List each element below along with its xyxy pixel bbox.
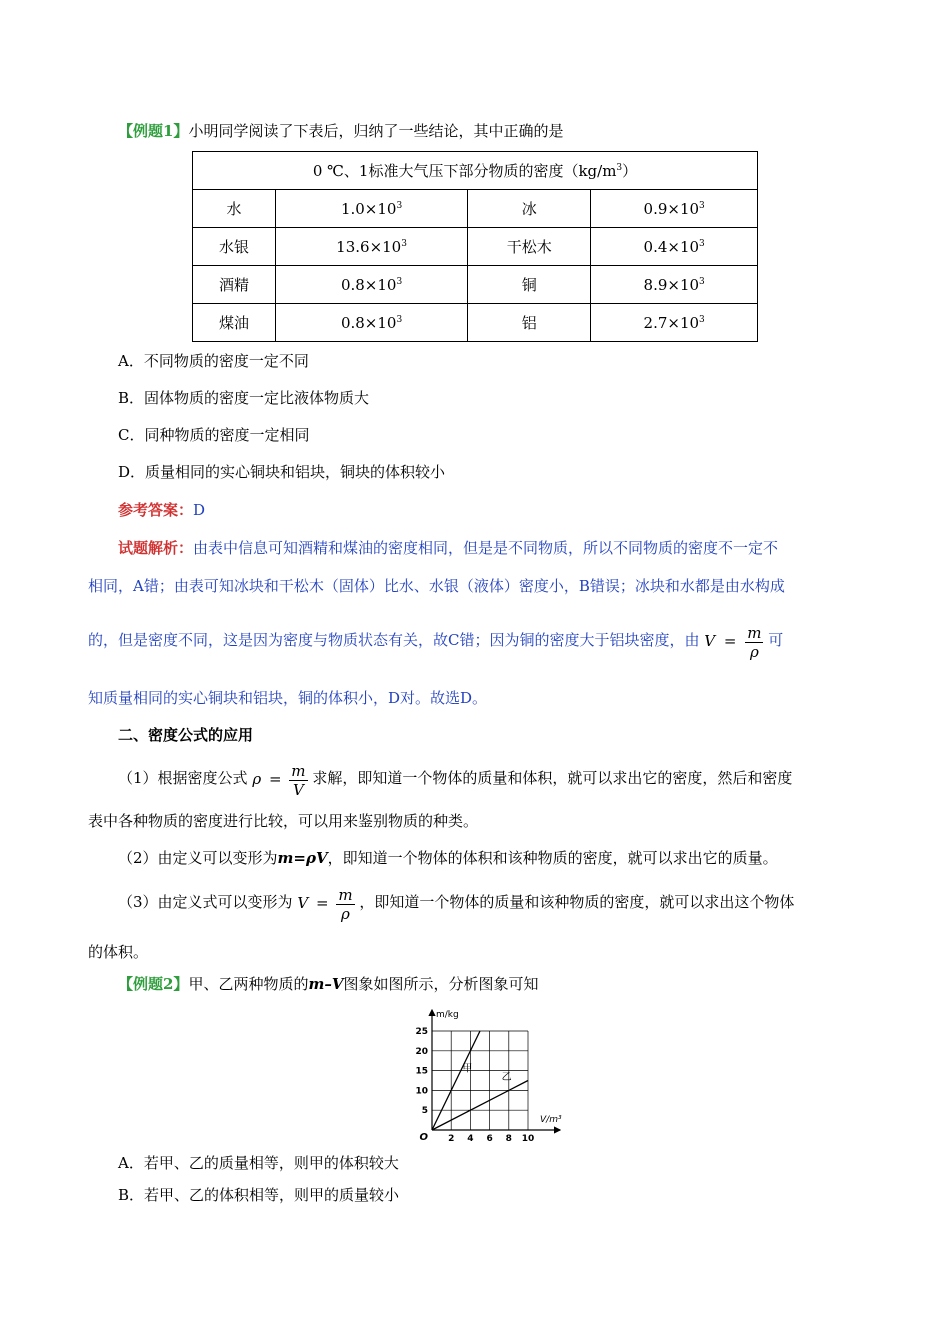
series-line-yi: [432, 1081, 528, 1131]
x-tick-label: 2: [448, 1134, 455, 1142]
chart-labels: [415, 1010, 561, 1142]
analysis-line-1: 试题解析：由表中信息可知酒精和煤油的密度相同，但是是不同物质，所以不同物质的密度不一定不: [118, 539, 779, 557]
table-row: [193, 266, 758, 304]
formula-v-eq-m-over-rho-2: V = $\frac{m}{\rho}$: [297, 885, 353, 923]
table-row: [193, 228, 758, 266]
table-row: [193, 190, 758, 228]
section2-p3-line2: 的体积。: [88, 943, 149, 961]
chart-series: [432, 1031, 528, 1130]
x-tick-label: 4: [467, 1134, 474, 1142]
analysis-label: 试题解析：: [118, 539, 194, 557]
analysis-line-4: 知质量相同的实心铜块和铝块，铜的体积小，D对。故选D。: [88, 689, 488, 707]
ex2-option-b: B．若甲、乙的体积相等，则甲的质量较小: [118, 1186, 400, 1204]
table-cell: $0.9\times 10^3$: [591, 190, 758, 228]
table-cell: $8.9\times 10^3$: [591, 266, 758, 304]
chart-grid: [432, 1031, 528, 1130]
series-label-yi: 乙: [501, 1071, 512, 1083]
table-cell: $0.4\times 10^3$: [591, 228, 758, 266]
y-axis-label: m/kg: [436, 1010, 459, 1020]
x-tick-label: 10: [521, 1134, 535, 1142]
y-tick-label: 20: [415, 1046, 428, 1057]
option-a: A．不同物质的密度一定不同: [118, 352, 309, 370]
series-label-jia: 甲: [462, 1063, 473, 1075]
table-cell: 煤油: [193, 304, 276, 342]
option-b: B．固体物质的密度一定比液体物质大: [118, 389, 370, 407]
section2-p1-line2: 表中各种物质的密度进行比较，可以用来鉴别物质的种类。: [88, 812, 479, 830]
example1-question: 小明同学阅读了下表后，归纳了一些结论，其中正确的是: [188, 122, 564, 140]
table-cell: 铝: [468, 304, 591, 342]
analysis-line-3: 的，但是密度不同，这是因为密度与物质状态有关，故C错；因为铜的密度大于铝块密度，由 V = $\frac{m}{\rho}$ 可: [88, 618, 783, 662]
y-tick-label: 10: [415, 1086, 428, 1097]
table-cell: $0.8\times 10^3$: [276, 304, 468, 342]
section2-p3-line1: （3）由定义式可以变形为 V = $\frac{m}{\rho}$ ，即知道一个物体的质量和该种物质的密度，就可以求出这个物体: [118, 880, 794, 924]
series-line-jia: [432, 1031, 480, 1130]
formula-rho-eq-m-over-v: ρ = $\frac{m}{V}$: [252, 761, 306, 799]
table-cell: $0.8\times 10^3$: [276, 266, 468, 304]
table-cell: $1.0\times 10^3$: [276, 190, 468, 228]
y-tick-label: 25: [415, 1027, 428, 1037]
x-tick-label: 8: [505, 1134, 512, 1142]
m-v-chart: [410, 1006, 570, 1142]
y-tick-label: 5: [421, 1106, 428, 1117]
answer-label: 参考答案：: [118, 501, 194, 519]
analysis-line-2: 相同，A错；由表可知冰块和干松木（固体）比水、水银（液体）密度小，B错误；冰块和水都是由水构成: [88, 577, 785, 595]
example1-heading: [118, 121, 563, 141]
section2-p2: （2）由定义可以变形为m=ρV，即知道一个物体的体积和该种物质的密度，就可以求出它的质量。: [118, 849, 778, 867]
y-tick-label: 15: [415, 1066, 428, 1077]
example2-tag: 【例题2】: [118, 975, 189, 993]
example1-tag: 【例题1】: [118, 122, 189, 140]
origin-label: O: [419, 1132, 428, 1142]
density-table: [192, 151, 758, 342]
example2-heading: 【例题2】甲、乙两种物质的m–V图象如图所示，分析图象可知: [118, 975, 539, 993]
table-cell: $2.7\times 10^3$: [591, 304, 758, 342]
ex2-option-a: A．若甲、乙的质量相等，则甲的体积较大: [118, 1154, 399, 1172]
answer-line: [118, 500, 205, 520]
table-cell: 冰: [468, 190, 591, 228]
table-title: 0 ℃、1标准大气压下部分物质的密度$(kg/m^3)$: [193, 152, 758, 190]
option-d: D．质量相同的实心铜块和铝块，铜块的体积较小: [118, 463, 446, 481]
table-cell: 水: [193, 190, 276, 228]
option-c: C．同种物质的密度一定相同: [118, 426, 310, 444]
x-axis-label: V/m³: [540, 1115, 562, 1125]
formula-v-eq-m-over-rho: V = $\frac{m}{\rho}$: [704, 623, 762, 661]
answer-value: D: [193, 501, 206, 519]
table-cell: 酒精: [193, 266, 276, 304]
section2-p1-line1: （1）根据密度公式 ρ = $\frac{m}{V}$ 求解，即知道一个物体的质量和体积，就可以求出它的密度，然后和密度: [118, 756, 792, 800]
table-cell: 干松木: [468, 228, 591, 266]
table-cell: $13.6\times 10^3$: [276, 228, 468, 266]
table-cell: 铜: [468, 266, 591, 304]
table-cell: 水银: [193, 228, 276, 266]
table-title-row: [193, 152, 758, 190]
section2-heading: 二、密度公式的应用: [118, 726, 254, 744]
formula-m-eq-rho-v: m=ρV: [277, 849, 328, 867]
table-row: [193, 304, 758, 342]
x-tick-label: 6: [486, 1134, 493, 1142]
